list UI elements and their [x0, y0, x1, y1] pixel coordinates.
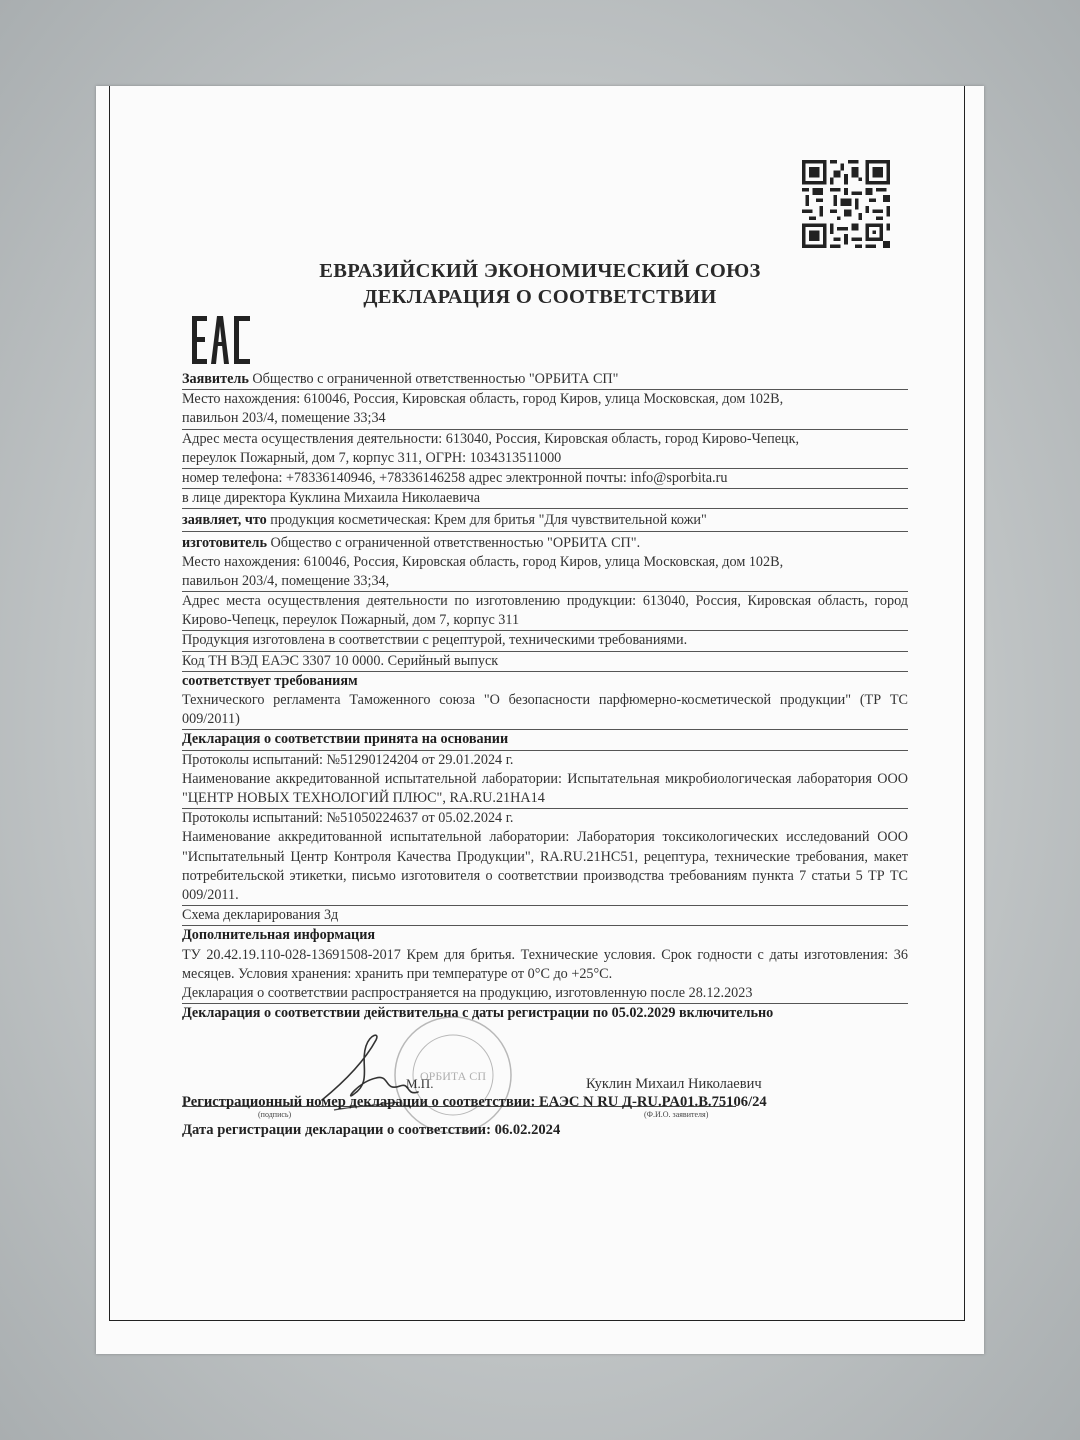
basis-lab-2: Наименование аккредитованной испытательной лаборатории: Лаборатория токсикологических исследований ООО "Испытательный Центр Контроля Качества Продукции", RA.RU.21НС51, рецептура, технические требования, макет потребительской этикетки, письмо изготовителя о соответствии производства требованиям пункта 7 статьи 5 ТР ТС 009/2011. [182, 828, 908, 906]
registration-number: Регистрационный номер декларации о соответствии: ЕАЭС N RU Д-RU.PA01.B.75106/24 [182, 1094, 767, 1110]
manufacturer-hs-code: Код ТН ВЭД ЕАЭС 3307 10 0000. Серийный выпуск [182, 652, 908, 672]
applicant-activity-1: Адрес места осуществления деятельности: 613040, Россия, Кировская область, город Кирово-Чепецк, [182, 430, 800, 447]
stamp-placeholder-label: М.П. [406, 1076, 434, 1091]
validity-statement: Декларация о соответствии действительна с даты регистрации по 05.02.2029 включительно [182, 1005, 774, 1022]
applicant-contacts: номер телефона: +78336140946, +78336146258 адрес электронной почты: info@sporbita.ru [182, 469, 908, 489]
manufacturer-production-address: Адрес места осуществления деятельности по изготовлению продукции: 613040, Россия, Кировская область, город Кирово-Чепецк, переулок Пожарный, дом 7, корпус 311 [182, 592, 908, 631]
registration-date: Дата регистрации декларации о соответствии: 06.02.2024 [182, 1122, 561, 1138]
basis-protocol-2: Протоколы испытаний: №51050224637 от 05.02.2024 г. [182, 810, 514, 827]
basis-protocol-1: Протоколы испытаний: №51290124204 от 29.01.2024 г. [182, 751, 514, 768]
manufacturer-location-1: Место нахождения: 610046, Россия, Кировская область, город Киров, улица Московская, дом 102В, [182, 553, 784, 570]
applicant-label: Заявитель [182, 371, 249, 387]
eac-mark-icon [190, 312, 254, 368]
additional-text: ТУ 20.42.19.110-028-13691508-2017 Крем для бритья. Технические условия. Срок годности с даты изготовления: 36 месяцев. Условия хранения: хранить при температуре от 0°С до +25°С. [182, 946, 908, 982]
basis-lab-1: Наименование аккредитованной испытательной лаборатории: Испытательная микробиологическая лаборатория ООО "ЦЕНТР НОВЫХ ТЕХНОЛОГИЙ ПЛЮС", RA.RU.21НА14 [182, 770, 908, 809]
declaration-sheet [96, 86, 984, 1354]
applicant-location-2: павильон 203/4, помещение 33;34 [182, 409, 908, 429]
declaration-title: ДЕКЛАРАЦИЯ О СООТВЕТСТВИИ [363, 286, 717, 308]
qr-code-icon [802, 160, 890, 248]
applicant-name: Общество с ограниченной ответственностью "ОРБИТА СП" [252, 371, 619, 387]
manufacturer-line [182, 534, 908, 553]
declares-line [182, 511, 908, 531]
basis-scheme: Схема декларирования 3д [182, 906, 908, 926]
union-title: ЕВРАЗИЙСКИЙ ЭКОНОМИЧЕСКИЙ СОЮЗ [319, 260, 761, 282]
manufacturer-label: изготовитель [182, 534, 267, 551]
signature-caption: (подпись) [258, 1110, 292, 1119]
manufacturer-made-per: Продукция изготовлена в соответствии с рецептурой, техническими требованиями. [182, 631, 908, 651]
stamp-text: ОРБИТА СП [420, 1069, 486, 1083]
signer-name: Куклин Михаил Николаевич [586, 1076, 762, 1092]
applicant-line [182, 370, 908, 390]
applicant-represented-by: в лице директора Куклина Михаила Николаевича [182, 489, 908, 509]
product-description: продукция косметическая: Крем для бритья "Для чувствительной кожи" [270, 512, 707, 529]
conforms-text: Технического регламента Таможенного союза "О безопасности парфюмерно-косметической продукции" (ТР ТС 009/2011) [182, 691, 908, 730]
declaration-body [182, 370, 908, 1023]
manufacturer-location-2: павильон 203/4, помещение 33;34, [182, 572, 908, 592]
additional-scope: Декларация о соответствии распространяется на продукцию, изготовленную после 28.12.2023 [182, 984, 908, 1004]
manufacturer-name: Общество с ограниченной ответственностью "ОРБИТА СП". [270, 534, 641, 551]
applicant-activity-2: переулок Пожарный, дом 7, корпус 311, ОГРН: 1034313511000 [182, 449, 908, 469]
name-caption: (Ф.И.О. заявителя) [644, 1110, 709, 1119]
declares-label: заявляет, что [182, 512, 267, 529]
basis-label: Декларация о соответствии принята на основании [182, 730, 908, 750]
conforms-label: соответствует требованиям [182, 672, 358, 689]
additional-label: Дополнительная информация [182, 927, 376, 944]
applicant-location-1: Место нахождения: 610046, Россия, Кировская область, город Киров, улица Московская, дом 102В, [182, 391, 784, 408]
